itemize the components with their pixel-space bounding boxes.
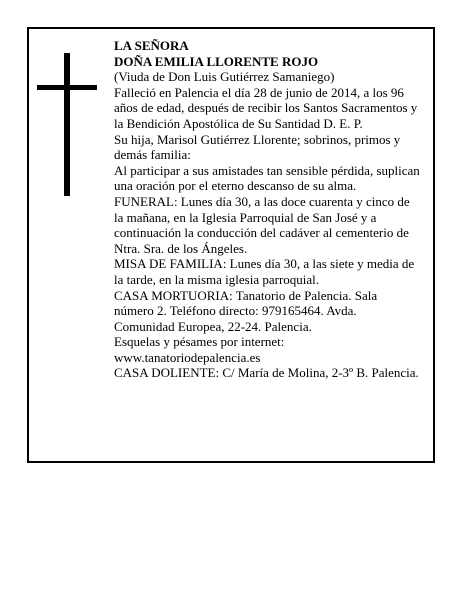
title-line-1: LA SEÑORA [114,38,189,53]
widow-of: (Viuda de Don Luis Gutiérrez Samaniego) [114,69,335,85]
request-paragraph: Al participar a sus amistades tan sensible pérdida, suplican una oración por el eterno descanso de su alma. [114,162,420,194]
family-paragraph: Su hija, Marisol Gutiérrez Llorente; sobrinos, primos y demás familia: [114,131,401,163]
mourning-house-paragraph: CASA DOLIENTE: C/ María de Molina, 2-3º B. Palencia. [114,365,419,381]
deceased-name: DOÑA EMILIA LLORENTE ROJO [114,53,319,69]
death-paragraph: Falleció en Palencia el día 28 de junio de 2014, a los 96 años de edad, después de recibir los Santos Sacramentos y la Bendición Apostólica de Su Santidad D. E. P. [114,84,418,131]
mass-paragraph: MISA DE FAMILIA: Lunes día 30, a las siete y media de la tarde, en la misma iglesia parroquial. [114,256,415,287]
mortuary-paragraph: CASA MORTUORIA: Tanatorio de Palencia. Sala número 2. Teléfono directo: 979165464. Avda. Comunidad Europea, 22-24. Palencia. [114,287,378,334]
cross-icon-bar [37,85,97,90]
cross-icon [64,53,70,196]
funeral-paragraph: FUNERAL: Lunes día 30, a las doce cuarenta y cinco de la mañana, en la Iglesia Parroquial de San José y a continuación la conducción del cadáver al cementerio de Ntra. Sra. de los Ángeles. [114,193,410,256]
condolences-paragraph: Esquelas y pésames por internet: www.tanatoriodepalencia.es [114,334,285,365]
obituary-text [114,38,420,381]
